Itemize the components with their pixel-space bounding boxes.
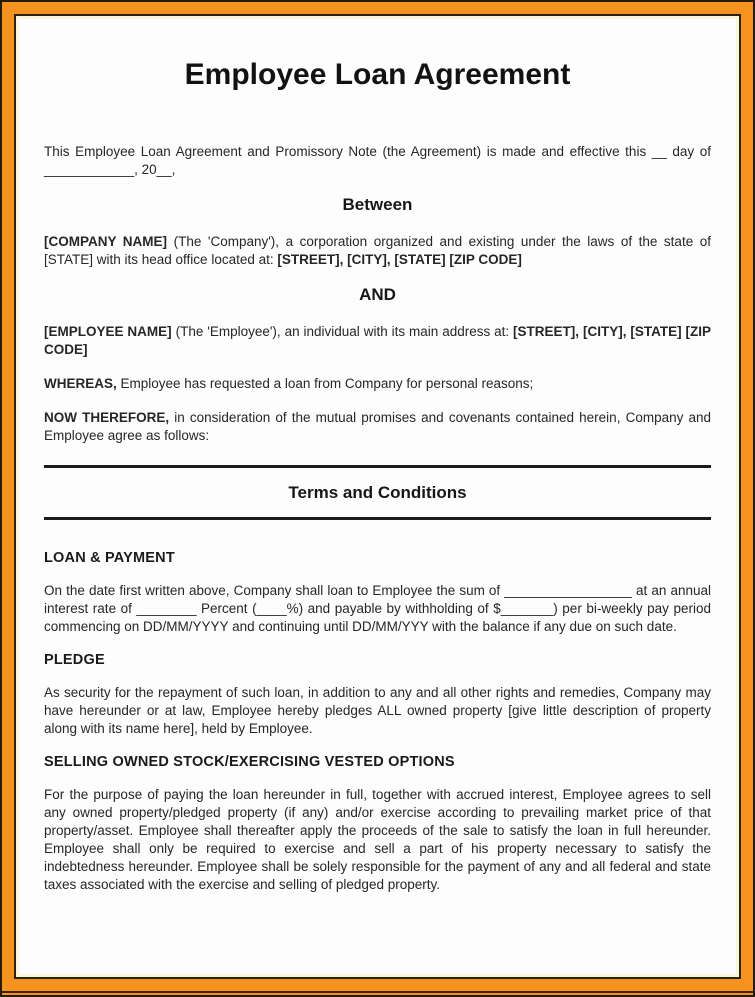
section-paragraph-loan-payment: On the date first written above, Company shall loan to Employee the sum of _________________ at an annual interest rate of ________ Percent (____%) and payable by withholding of $_______) per bi-weekly pay period commencing on DD/MM/YYYY and continuing until DD/MM/YYY with the balance if any due on such date. [44, 583, 711, 634]
section-paragraph-pledge: As security for the repayment of such loan, in addition to any and all other rights and remedies, Company may have hereunder or at law, Employee hereby pledges ALL owned property [give little description of property along with its name here], held by Employee. [44, 685, 711, 736]
section-heading-pledge: PLEDGE [44, 652, 105, 668]
section-loan-payment [44, 550, 711, 636]
terms-divider-block [44, 465, 711, 520]
page-title: Employee Loan Agreement [184, 58, 571, 91]
terms-divider-bottom [44, 517, 711, 520]
document-page [14, 14, 741, 979]
terms-heading: Terms and Conditions [288, 483, 467, 502]
employee-paragraph: [EMPLOYEE NAME] (The 'Employee'), an individual with its main address at: [STREET], [CITY], [STATE] [ZIP CODE] [44, 324, 711, 357]
company-paragraph: [COMPANY NAME] (The 'Company'), a corporation organized and existing under the laws of the state of [STATE] with its head office located at: [STREET], [CITY], [STATE] [ZIP CODE] [44, 234, 711, 267]
intro-paragraph: This Employee Loan Agreement and Promissory Note (the Agreement) is made and effective this __ day of ____________, 20__, [44, 144, 711, 177]
and-heading: AND [359, 285, 396, 304]
section-pledge [44, 652, 711, 738]
section-heading-loan-payment: LOAN & PAYMENT [44, 550, 175, 566]
whereas-paragraph: WHEREAS, Employee has requested a loan from Company for personal reasons; [44, 376, 534, 391]
section-heading-selling-stock: SELLING OWNED STOCK/EXERCISING VESTED OPTIONS [44, 754, 455, 770]
section-paragraph-selling-stock: For the purpose of paying the loan hereunder in full, together with accrued interest, Employee agrees to sell any owned property/pledged property (if any) and/or exercise according to prevailing market price of that property/asset. Employee shall thereafter apply the proceeds of the sale to satisfy the loan in full hereunder. Employee shall only be required to exercise and sell a part of his property necessary to satisfy the indebtedness hereunder. Employee shall be solely responsible for the payment of any and all federal and state taxes associated with the exercise and selling of pledged property. [44, 787, 711, 892]
section-selling-stock [44, 754, 711, 894]
between-heading: Between [342, 195, 413, 214]
terms-divider-top [44, 465, 711, 468]
now-therefore-paragraph: NOW THEREFORE, in consideration of the mutual promises and covenants contained herein, Company and Employee agree as follows: [44, 410, 712, 443]
